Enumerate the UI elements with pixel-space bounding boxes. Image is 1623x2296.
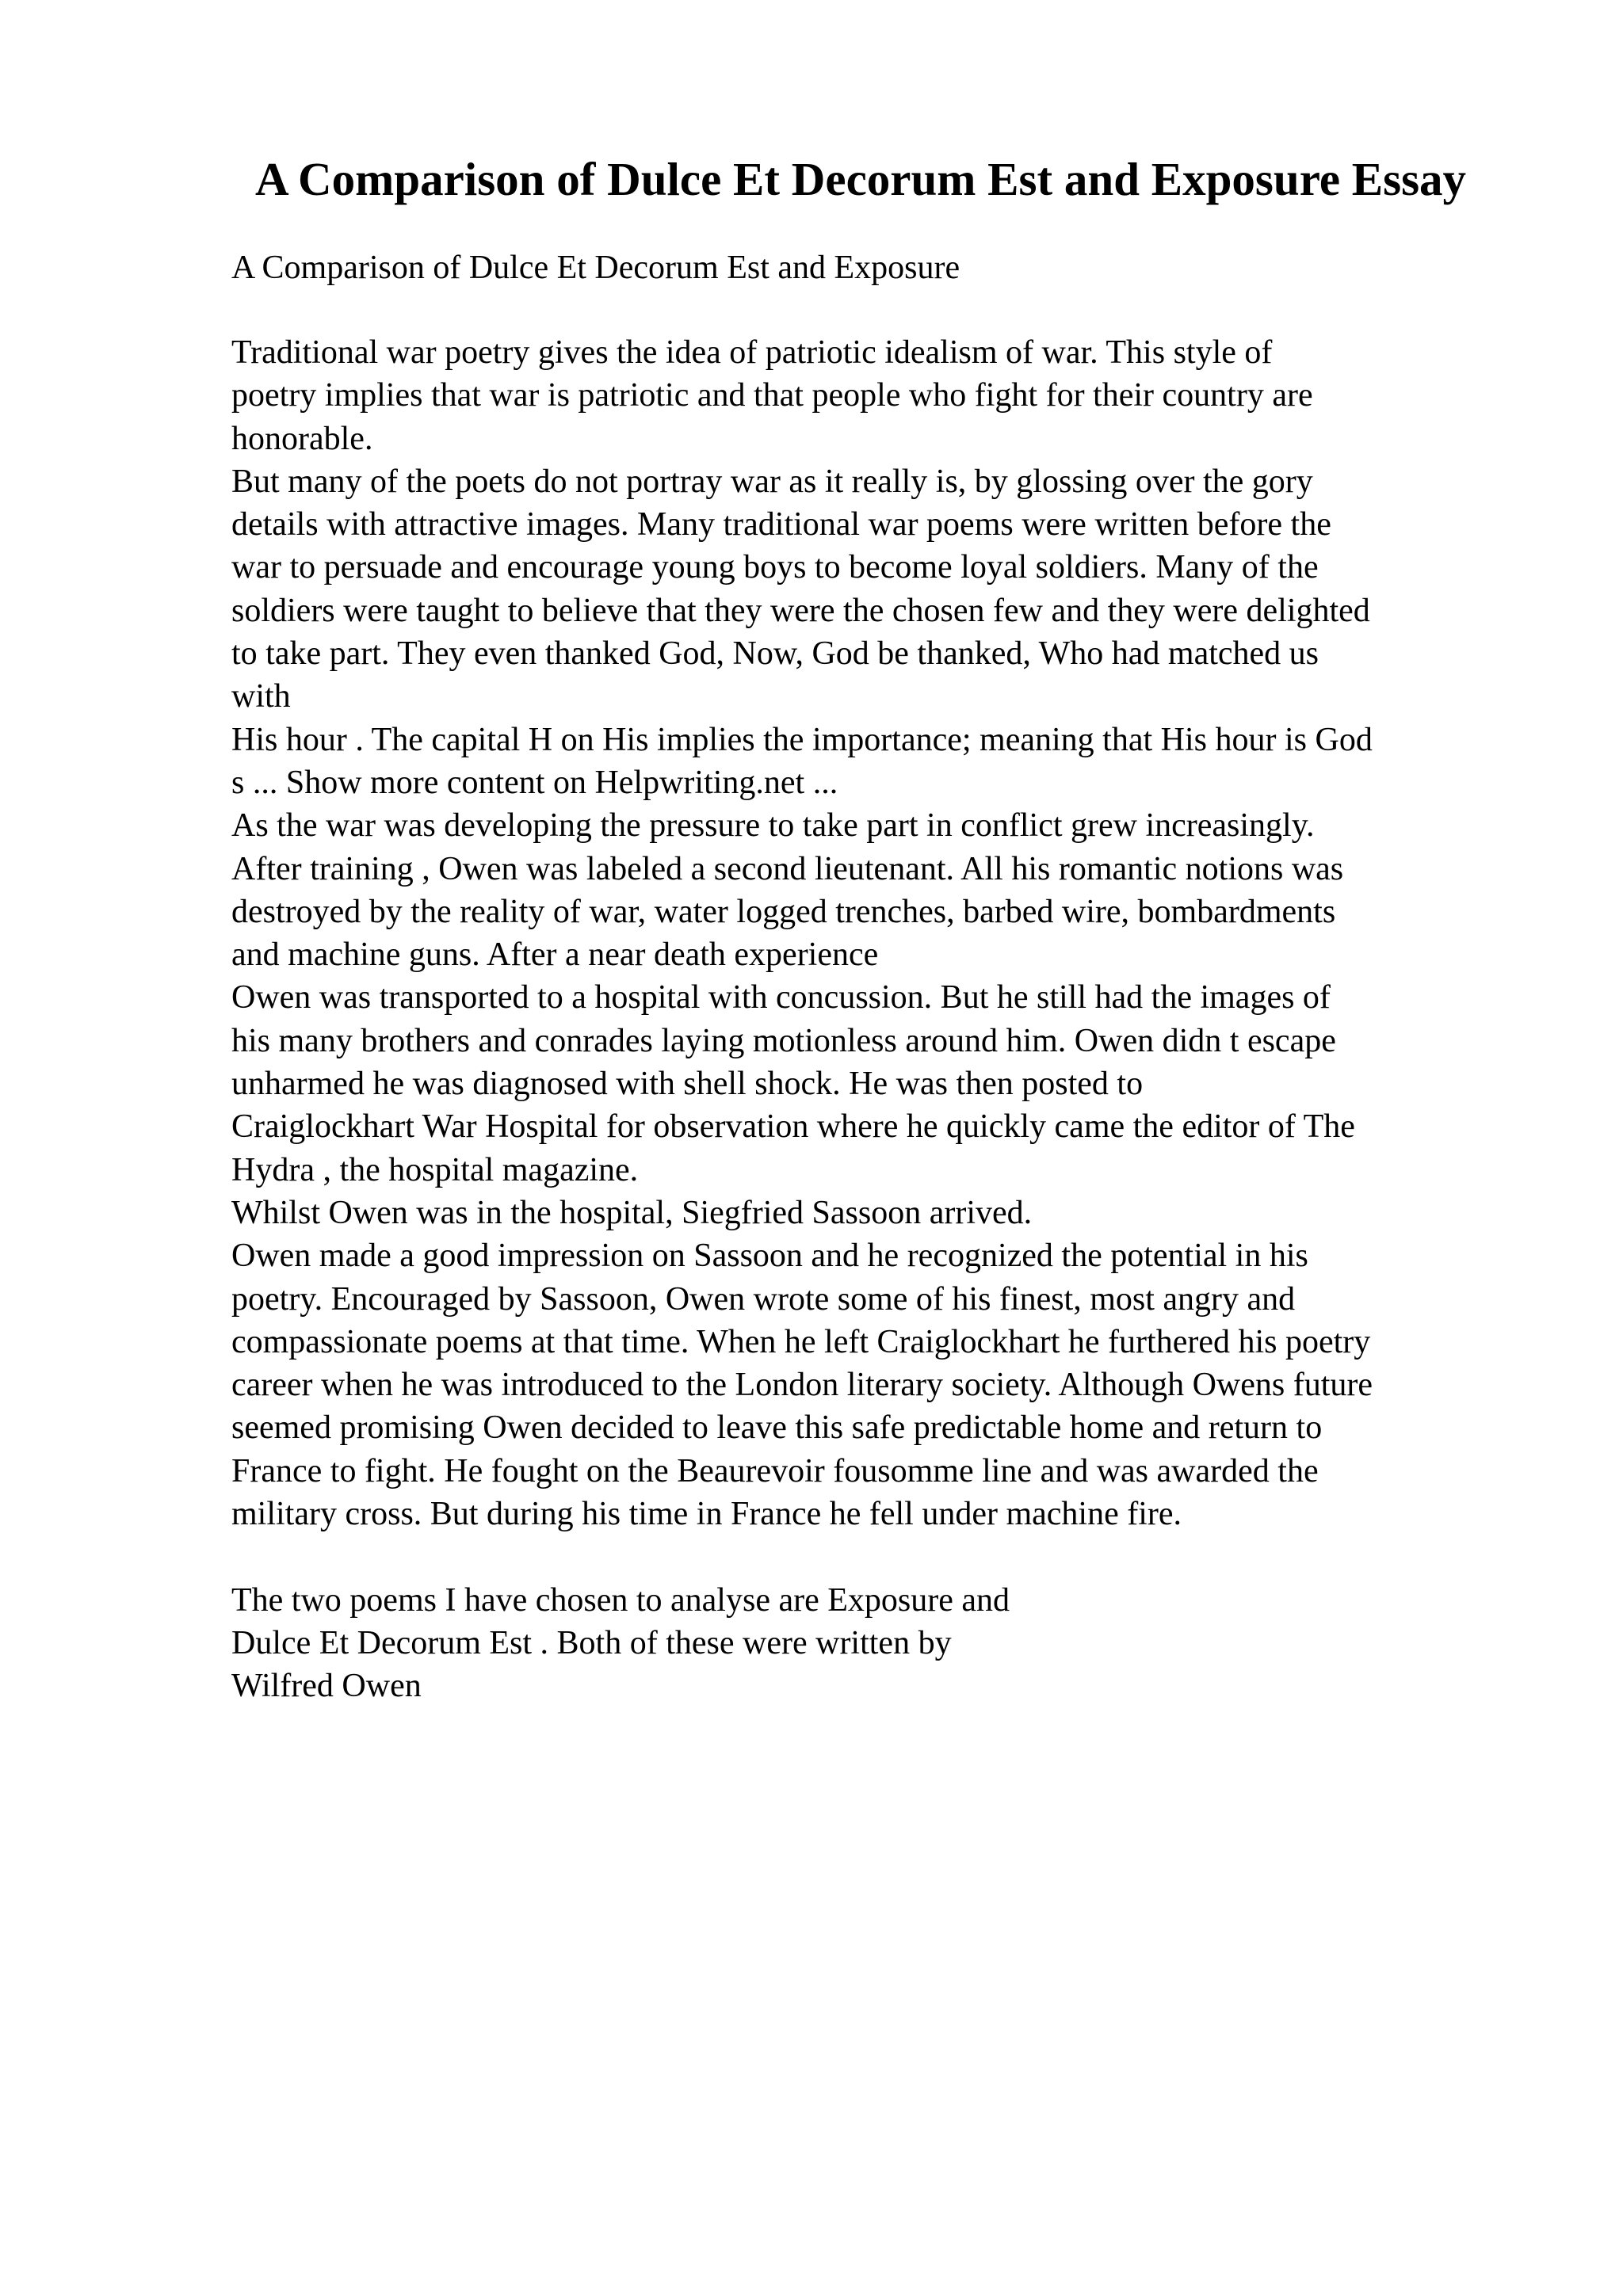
page-title: A Comparison of Dulce Et Decorum Est and Exposure Essay <box>254 153 1467 205</box>
body-line: with <box>231 678 291 715</box>
essay-body <box>231 331 1610 1708</box>
body-line: His hour . The capital H on His implies the importance; meaning that His hour is God <box>231 721 1373 758</box>
body-line: The two poems I have chosen to analyse are Exposure and <box>231 1581 1010 1619</box>
body-line: seemed promising Owen decided to leave this safe predictable home and return to <box>231 1409 1323 1447</box>
body-line: war to persuade and encourage young boys to become loyal soldiers. Many of the <box>231 549 1319 586</box>
body-line: France to fight. He fought on the Beaurevoir fousomme line and was awarded the <box>231 1452 1319 1489</box>
body-line: poetry. Encouraged by Sassoon, Owen wrote some of his finest, most angry and <box>231 1280 1296 1318</box>
body-line: to take part. They even thanked God, Now, God be thanked, Who had matched us <box>231 635 1319 673</box>
paragraph-gap <box>231 1535 1610 1578</box>
body-line: unharmed he was diagnosed with shell shock. He was then posted to <box>231 1066 1144 1103</box>
body-line: poetry implies that war is patriotic and that people who fight for their country are <box>231 377 1313 414</box>
body-line: honorable. <box>231 420 373 457</box>
body-line: Owen was transported to a hospital with concussion. But he still had the images of <box>231 979 1331 1016</box>
body-line: Craiglockhart War Hospital for observation where he quickly came the editor of The <box>231 1108 1355 1146</box>
body-line: destroyed by the reality of war, water logged trenches, barbed wire, bombardments <box>231 893 1336 930</box>
body-line: and machine guns. After a near death experience <box>231 936 879 974</box>
body-line: Hydra , the hospital magazine. <box>231 1151 639 1188</box>
body-line: compassionate poems at that time. When he left Craiglockhart he furthered his poetry <box>231 1323 1371 1360</box>
body-line: Wilfred Owen <box>231 1668 422 1705</box>
body-line: Whilst Owen was in the hospital, Siegfried Sassoon arrived. <box>231 1194 1033 1231</box>
body-line: As the war was developing the pressure to take part in conflict grew increasingly. <box>231 807 1315 845</box>
show-more-line: s ... Show more content on Helpwriting.net ... <box>231 764 838 801</box>
body-line: Owen made a good impression on Sassoon and he recognized the potential in his <box>231 1238 1308 1275</box>
body-line: soldiers were taught to believe that they were the chosen few and they were delighted <box>231 592 1370 629</box>
body-line: But many of the poets do not portray war as it really is, by glossing over the gory <box>231 463 1313 500</box>
body-line: Traditional war poetry gives the idea of patriotic idealism of war. This style of <box>231 334 1273 371</box>
body-line: military cross. But during his time in France he fell under machine fire. <box>231 1496 1182 1533</box>
document-subtitle: A Comparison of Dulce Et Decorum Est and Exposure <box>231 250 960 286</box>
body-line: details with attractive images. Many traditional war poems were written before the <box>231 506 1331 543</box>
body-line: career when he was introduced to the London literary society. Although Owens future <box>231 1367 1373 1404</box>
body-line: Dulce Et Decorum Est . Both of these were written by <box>231 1624 952 1661</box>
body-line: After training , Owen was labeled a second lieutenant. All his romantic notions was <box>231 850 1344 887</box>
body-line: his many brothers and conrades laying motionless around him. Owen didn t escape <box>231 1022 1336 1059</box>
